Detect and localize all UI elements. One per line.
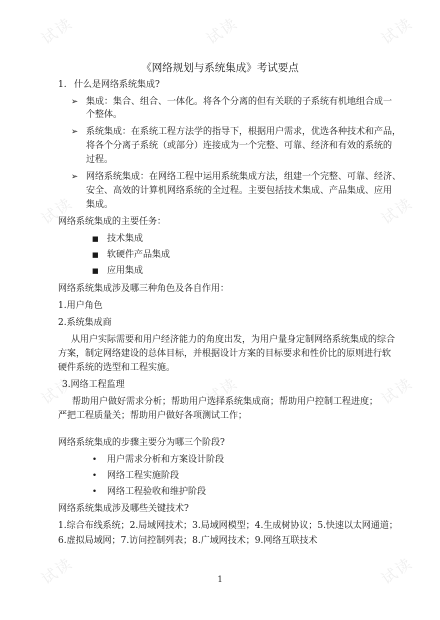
document-title: 《网络规划与系统集成》考试要点: [141, 62, 299, 74]
watermark-text: 试读: [378, 13, 417, 49]
phases-item: 网络工程验收和维护阶段: [107, 487, 207, 497]
q1-item-line: 集成。: [86, 200, 114, 210]
q1-number: 1.: [58, 80, 67, 90]
role-vendor: 2.系统集成商: [58, 318, 112, 328]
square-bullet-icon: ■: [92, 267, 99, 275]
role-vendor-desc: 方案，制定网络建设的总体目标，并根据设计方案的目标要求和性价比的原则进行软: [58, 349, 392, 359]
roles-heading: 网络系统集成涉及哪三种角色及各自作用：: [58, 284, 230, 294]
role-supervisor-desc: 帮助用户做好需求分析；帮助用户选择系统集成商；帮助用户控制工程进度；: [72, 397, 379, 407]
tasks-heading: 网络系统集成的主要任务：: [58, 217, 167, 227]
q1-item-line: 系统集成：在系统工程方法学的指导下，根据用户需求，优选各种技术和产品，: [86, 127, 402, 137]
watermark-text: 试读: [378, 193, 417, 229]
tasks-item: 技术集成: [107, 234, 144, 244]
watermark-text: 试读: [38, 13, 77, 49]
q1-heading: 什么是网络系统集成?: [74, 80, 160, 90]
tasks-item: 应用集成: [107, 266, 144, 276]
role-supervisor: 3.网络工程监理: [62, 380, 125, 390]
watermark-text: 试读: [378, 373, 417, 409]
arrow-bullet-icon: ➢: [71, 172, 79, 182]
watermark-text: 试读: [38, 193, 77, 229]
dot-bullet-icon: •: [92, 471, 98, 481]
q1-item-line: 网络系统集成：在网络工程中运用系统集成方法，组建一个完整、可靠、经济、: [86, 172, 402, 182]
q1-item-line: 过程。: [86, 155, 114, 165]
square-bullet-icon: ■: [92, 235, 99, 243]
role-vendor-desc: 硬件系统的选型和工程实施。: [58, 363, 176, 373]
phases-item: 用户需求分析和方案设计阶段: [107, 455, 225, 465]
q1-item-line: 将各个分离子系统（或部分）连接成为一个完整、可靠、经济和有效的系统的: [86, 141, 393, 151]
role-supervisor-desc: 严把工程质量关；帮助用户做好各项测试工作；: [58, 411, 248, 421]
dot-bullet-icon: •: [92, 487, 98, 497]
tasks-item: 软硬件产品集成: [107, 250, 171, 260]
q1-item-line: 个整体。: [86, 110, 123, 120]
watermark-text: 试读: [203, 373, 242, 409]
watermark-text: 试读: [203, 13, 242, 49]
watermark-text: 试读: [378, 553, 417, 589]
square-bullet-icon: ■: [92, 251, 99, 259]
tech-line: 1.综合布线系统；2.局域网技术；3.局域网模型；4.生成树协议；5.快速以太网通道；: [58, 521, 398, 531]
watermark-text: 试读: [38, 373, 77, 409]
arrow-bullet-icon: ➢: [71, 127, 79, 137]
tech-line: 6.虚拟局域网；7.访问控制列表；8.广域网技术；9.网络互联技术: [58, 536, 318, 546]
phases-heading: 网络系统集成的步骤主要分为哪三个阶段?: [58, 438, 225, 448]
q1-item-line: 安全、高效的计算机网络系统的全过程。主要包括技术集成、产品集成、应用: [86, 186, 393, 196]
role-user: 1.用户角色: [58, 301, 103, 311]
phases-item: 网络工程实施阶段: [107, 471, 180, 481]
role-vendor-desc: 从用户实际需要和用户经济能力的角度出发，为用户量身定制网络系统集成的综合: [71, 335, 396, 345]
page-number: 1: [217, 575, 223, 584]
tech-heading: 网络系统集成涉及哪些关键技术?: [58, 504, 189, 514]
arrow-bullet-icon: ➢: [71, 97, 79, 107]
dot-bullet-icon: •: [92, 455, 98, 465]
watermark-text: 试读: [38, 553, 77, 589]
q1-item-line: 集成：集合、组合、一体化。将各个分离的但有关联的子系统有机地组合成一: [86, 97, 393, 107]
